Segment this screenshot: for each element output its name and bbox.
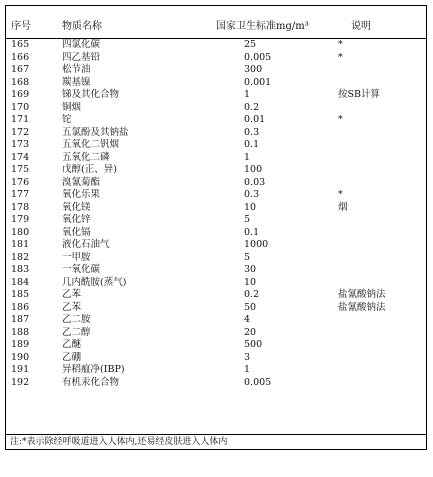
cell-name: 羰基镍 [62, 76, 91, 88]
cell-seq: 188 [11, 326, 30, 338]
table-row [6, 314, 426, 327]
table-row [6, 327, 426, 340]
table-row [6, 152, 426, 165]
cell-value: 0.005 [244, 51, 272, 63]
table-row [6, 227, 426, 240]
cell-seq: 174 [11, 151, 30, 163]
cell-name: 乙醚 [62, 339, 82, 350]
table-row [6, 139, 426, 152]
table-row [6, 277, 426, 290]
table-row [6, 302, 426, 315]
cell-name: 几内酰胺(蒸气) [62, 276, 127, 288]
cell-note: * [338, 189, 343, 200]
table-row [6, 164, 426, 177]
cell-seq: 168 [11, 76, 30, 88]
table-row [6, 52, 426, 65]
cell-seq: 189 [11, 339, 30, 350]
cell-name: 氧化乐果 [62, 189, 101, 200]
cell-value: 1000 [244, 239, 269, 250]
cell-seq: 183 [11, 264, 30, 275]
cell-name: 乙苯 [62, 289, 82, 300]
cell-seq: 184 [11, 276, 30, 288]
cell-value: 0.2 [244, 101, 260, 113]
cell-value: 1 [244, 364, 251, 375]
cell-value: 25 [244, 39, 257, 50]
cell-value: 10 [244, 276, 257, 288]
table-row [6, 239, 426, 252]
cell-seq: 177 [11, 189, 30, 200]
cell-seq: 190 [11, 351, 30, 363]
cell-seq: 176 [11, 176, 30, 188]
table-row [6, 114, 426, 127]
cell-name: 四乙基铅 [62, 51, 101, 63]
header-value: 国家卫生标准mg/m³ [216, 21, 309, 32]
table-row [6, 89, 426, 102]
header-note: 说明 [351, 21, 371, 32]
cell-value: 0.005 [244, 376, 272, 388]
table-body [6, 39, 426, 389]
cell-seq: 181 [11, 239, 30, 250]
cell-name: 乙硼 [62, 351, 82, 363]
table-row [6, 189, 426, 202]
cell-name: 铜烟 [62, 101, 82, 113]
cell-seq: 169 [11, 89, 30, 100]
footnote-text: 注:*表示除经呼吸道进入人体内,还易经皮肤进入人体内 [10, 437, 228, 447]
cell-name: 液化石油气 [62, 239, 110, 250]
cell-name: 松节油 [62, 64, 91, 75]
cell-value: 30 [244, 264, 257, 275]
cell-note: 烟 [338, 201, 348, 213]
cell-value: 3 [244, 351, 251, 363]
cell-value: 0.3 [244, 189, 260, 200]
table-row [6, 377, 426, 390]
cell-note: * [338, 114, 343, 125]
table-row [6, 214, 426, 227]
table-row [6, 64, 426, 77]
cell-name: 有机汞化合物 [62, 376, 120, 388]
table-row [6, 39, 426, 52]
table-footnote [6, 434, 426, 449]
cell-name: 四氯化碳 [62, 39, 101, 50]
cell-name: 氧化镁 [62, 201, 91, 213]
cell-seq: 186 [11, 301, 30, 313]
cell-seq: 173 [11, 139, 30, 150]
header-name: 物质名称 [62, 21, 102, 32]
cell-value: 0.1 [244, 139, 260, 150]
table-row [6, 177, 426, 190]
cell-seq: 187 [11, 314, 30, 325]
cell-seq: 191 [11, 364, 30, 375]
table-row [6, 202, 426, 215]
cell-seq: 182 [11, 251, 30, 263]
cell-name: 乙二胺 [62, 314, 91, 325]
cell-value: 50 [244, 301, 257, 313]
cell-note: 盐氰酸钠法 [338, 301, 386, 313]
cell-value: 1 [244, 151, 251, 163]
cell-name: 氧化镉 [62, 226, 91, 238]
table-header [6, 6, 426, 39]
cell-name: 乙苯 [62, 301, 82, 313]
cell-name: 五氧化二磷 [62, 151, 110, 163]
cell-value: 0.001 [244, 76, 272, 88]
cell-name: 一甲胺 [62, 251, 91, 263]
cell-value: 10 [244, 201, 257, 213]
cell-name: 铊 [62, 114, 72, 125]
cell-value: 0.2 [244, 289, 260, 300]
table-row [6, 264, 426, 277]
cell-seq: 192 [11, 376, 30, 388]
cell-seq: 178 [11, 201, 30, 213]
cell-seq: 179 [11, 214, 30, 225]
cell-seq: 170 [11, 101, 30, 113]
cell-name: 锑及其化合物 [62, 89, 120, 100]
cell-name: 戊醇(正、异) [62, 164, 117, 175]
cell-value: 0.1 [244, 226, 260, 238]
table-row [6, 352, 426, 365]
cell-note: 盐氰酸钠法 [338, 289, 386, 300]
cell-value: 4 [244, 314, 251, 325]
cell-name: 乙二醇 [62, 326, 91, 338]
cell-value: 0.3 [244, 126, 260, 138]
cell-value: 100 [244, 164, 263, 175]
cell-seq: 180 [11, 226, 30, 238]
cell-seq: 171 [11, 114, 30, 125]
cell-value: 0.01 [244, 114, 266, 125]
table-row [6, 252, 426, 265]
cell-name: 五氯酚及其钠盐 [62, 126, 129, 138]
cell-value: 0.03 [244, 176, 266, 188]
cell-seq: 167 [11, 64, 30, 75]
table-row [6, 289, 426, 302]
cell-note: 按SB计算 [338, 89, 380, 100]
cell-seq: 165 [11, 39, 30, 50]
header-seq: 序号 [11, 21, 31, 32]
cell-name: 氧化锌 [62, 214, 91, 225]
cell-value: 5 [244, 251, 251, 263]
cell-name: 五氧化二钒烟 [62, 139, 120, 150]
cell-value: 500 [244, 339, 263, 350]
cell-name: 溴氰菊酯 [62, 176, 101, 188]
cell-value: 5 [244, 214, 251, 225]
table-row [6, 77, 426, 90]
cell-name: 异稻瘟净(IBP) [62, 364, 125, 375]
cell-seq: 185 [11, 289, 30, 300]
cell-name: 一氧化碳 [62, 264, 101, 275]
table-row [6, 102, 426, 115]
cell-note: * [338, 51, 343, 63]
cell-seq: 166 [11, 51, 30, 63]
table-row [6, 339, 426, 352]
cell-value: 1 [244, 89, 251, 100]
table-row [6, 364, 426, 377]
cell-value: 300 [244, 64, 263, 75]
cell-note: * [338, 39, 343, 50]
cell-seq: 175 [11, 164, 30, 175]
table-row [6, 127, 426, 140]
cell-seq: 172 [11, 126, 30, 138]
cell-value: 20 [244, 326, 257, 338]
standards-table [5, 5, 427, 450]
